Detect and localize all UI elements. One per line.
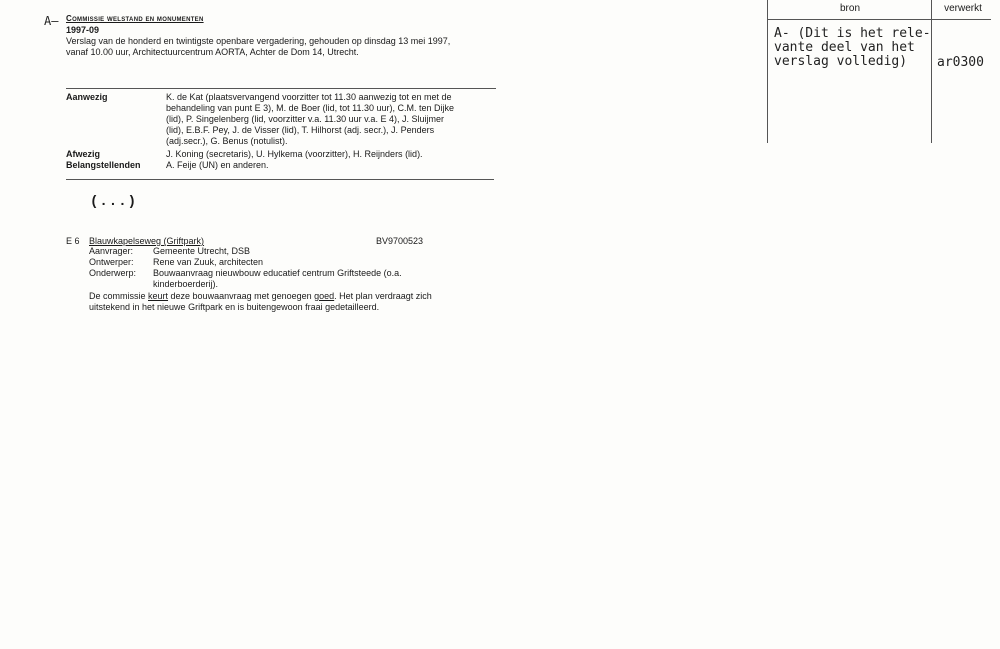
absent-text: J. Koning (secretaris), U. Hylkema (voorzitter), H. Reijnders (lid).	[166, 149, 423, 159]
document-title: Commissie welstand en monumenten	[66, 14, 204, 23]
verwerkt-code: ar0300	[937, 55, 984, 70]
subject-label: Onderwerp:	[89, 268, 137, 278]
verdict-line2: uitstekend in het nieuwe Griftpark en is buitengewoon fraai gedetailleerd.	[89, 302, 380, 312]
table-border-middle	[931, 0, 932, 143]
verdict-mid: deze bouwaanvraag met genoegen	[168, 291, 315, 301]
subject-value-line2: kinderboerderij).	[153, 279, 219, 289]
verdict-line1	[89, 291, 432, 302]
column-header-bron: bron	[839, 3, 860, 14]
meeting-description-line2: vanaf 10.00 uur, Architectuurcentrum AORTA, Achter de Dom 14, Utrecht.	[66, 47, 359, 57]
present-label: Aanwezig	[66, 92, 108, 102]
document-code: 1997-09	[66, 25, 100, 35]
item-reference: BV9700523	[376, 236, 424, 246]
applicant-value: Gemeente Utrecht, DSB	[153, 246, 251, 256]
interested-label: Belangstellenden	[66, 160, 141, 170]
present-line: K. de Kat (plaatsvervangend voorzitter tot 11.30 aanwezig tot en met de	[166, 92, 452, 102]
applicant-label: Aanvrager:	[89, 246, 134, 256]
item-id: E 6	[66, 236, 80, 246]
source-note: A- (Dit is het rele- vante deel van het verslag volledig)	[774, 26, 931, 69]
verdict-keurt: keurt	[148, 291, 169, 301]
present-line: (lid), E.B.F. Pey, J. de Visser (lid), T. Hilhorst (adj. secr.), J. Penders	[166, 125, 435, 135]
present-line: (lid), P. Singelenberg (lid, voorzitter v.a. 11.30 uur v.a. E 4), J. Sluijmer	[166, 114, 444, 124]
verdict-goed: goed	[314, 291, 335, 301]
column-header-verwerkt: verwerkt	[944, 3, 982, 14]
designer-label: Ontwerper:	[89, 257, 134, 267]
table-border-left	[767, 0, 768, 143]
verdict-post: . Het plan verdraagt zich	[334, 291, 432, 301]
omission-marker: (...)	[90, 194, 138, 210]
absent-label: Afwezig	[66, 149, 101, 159]
table-header-rule	[767, 19, 991, 20]
item-name: Blauwkapelseweg (Griftpark)	[89, 236, 205, 246]
present-line: (adj.secr.), G. Benus (notulist).	[166, 136, 288, 146]
divider-top	[66, 88, 496, 89]
margin-mark: A–	[44, 14, 59, 28]
designer-value: Rene van Zuuk, architecten	[153, 257, 264, 267]
divider-bottom	[66, 179, 494, 180]
meeting-description-line1: Verslag van de honderd en twintigste openbare vergadering, gehouden op dinsdag 13 mei 1997,	[66, 36, 451, 46]
interested-text: A. Feije (UN) en anderen.	[166, 160, 269, 170]
subject-value-line1: Bouwaanvraag nieuwbouw educatief centrum Griftsteede (o.a.	[153, 268, 402, 278]
present-line: behandeling van punt E 3), M. de Boer (lid, tot 11.30 uur), C.M. ten Dijke	[166, 103, 454, 113]
verdict-pre: De commissie	[89, 291, 149, 301]
